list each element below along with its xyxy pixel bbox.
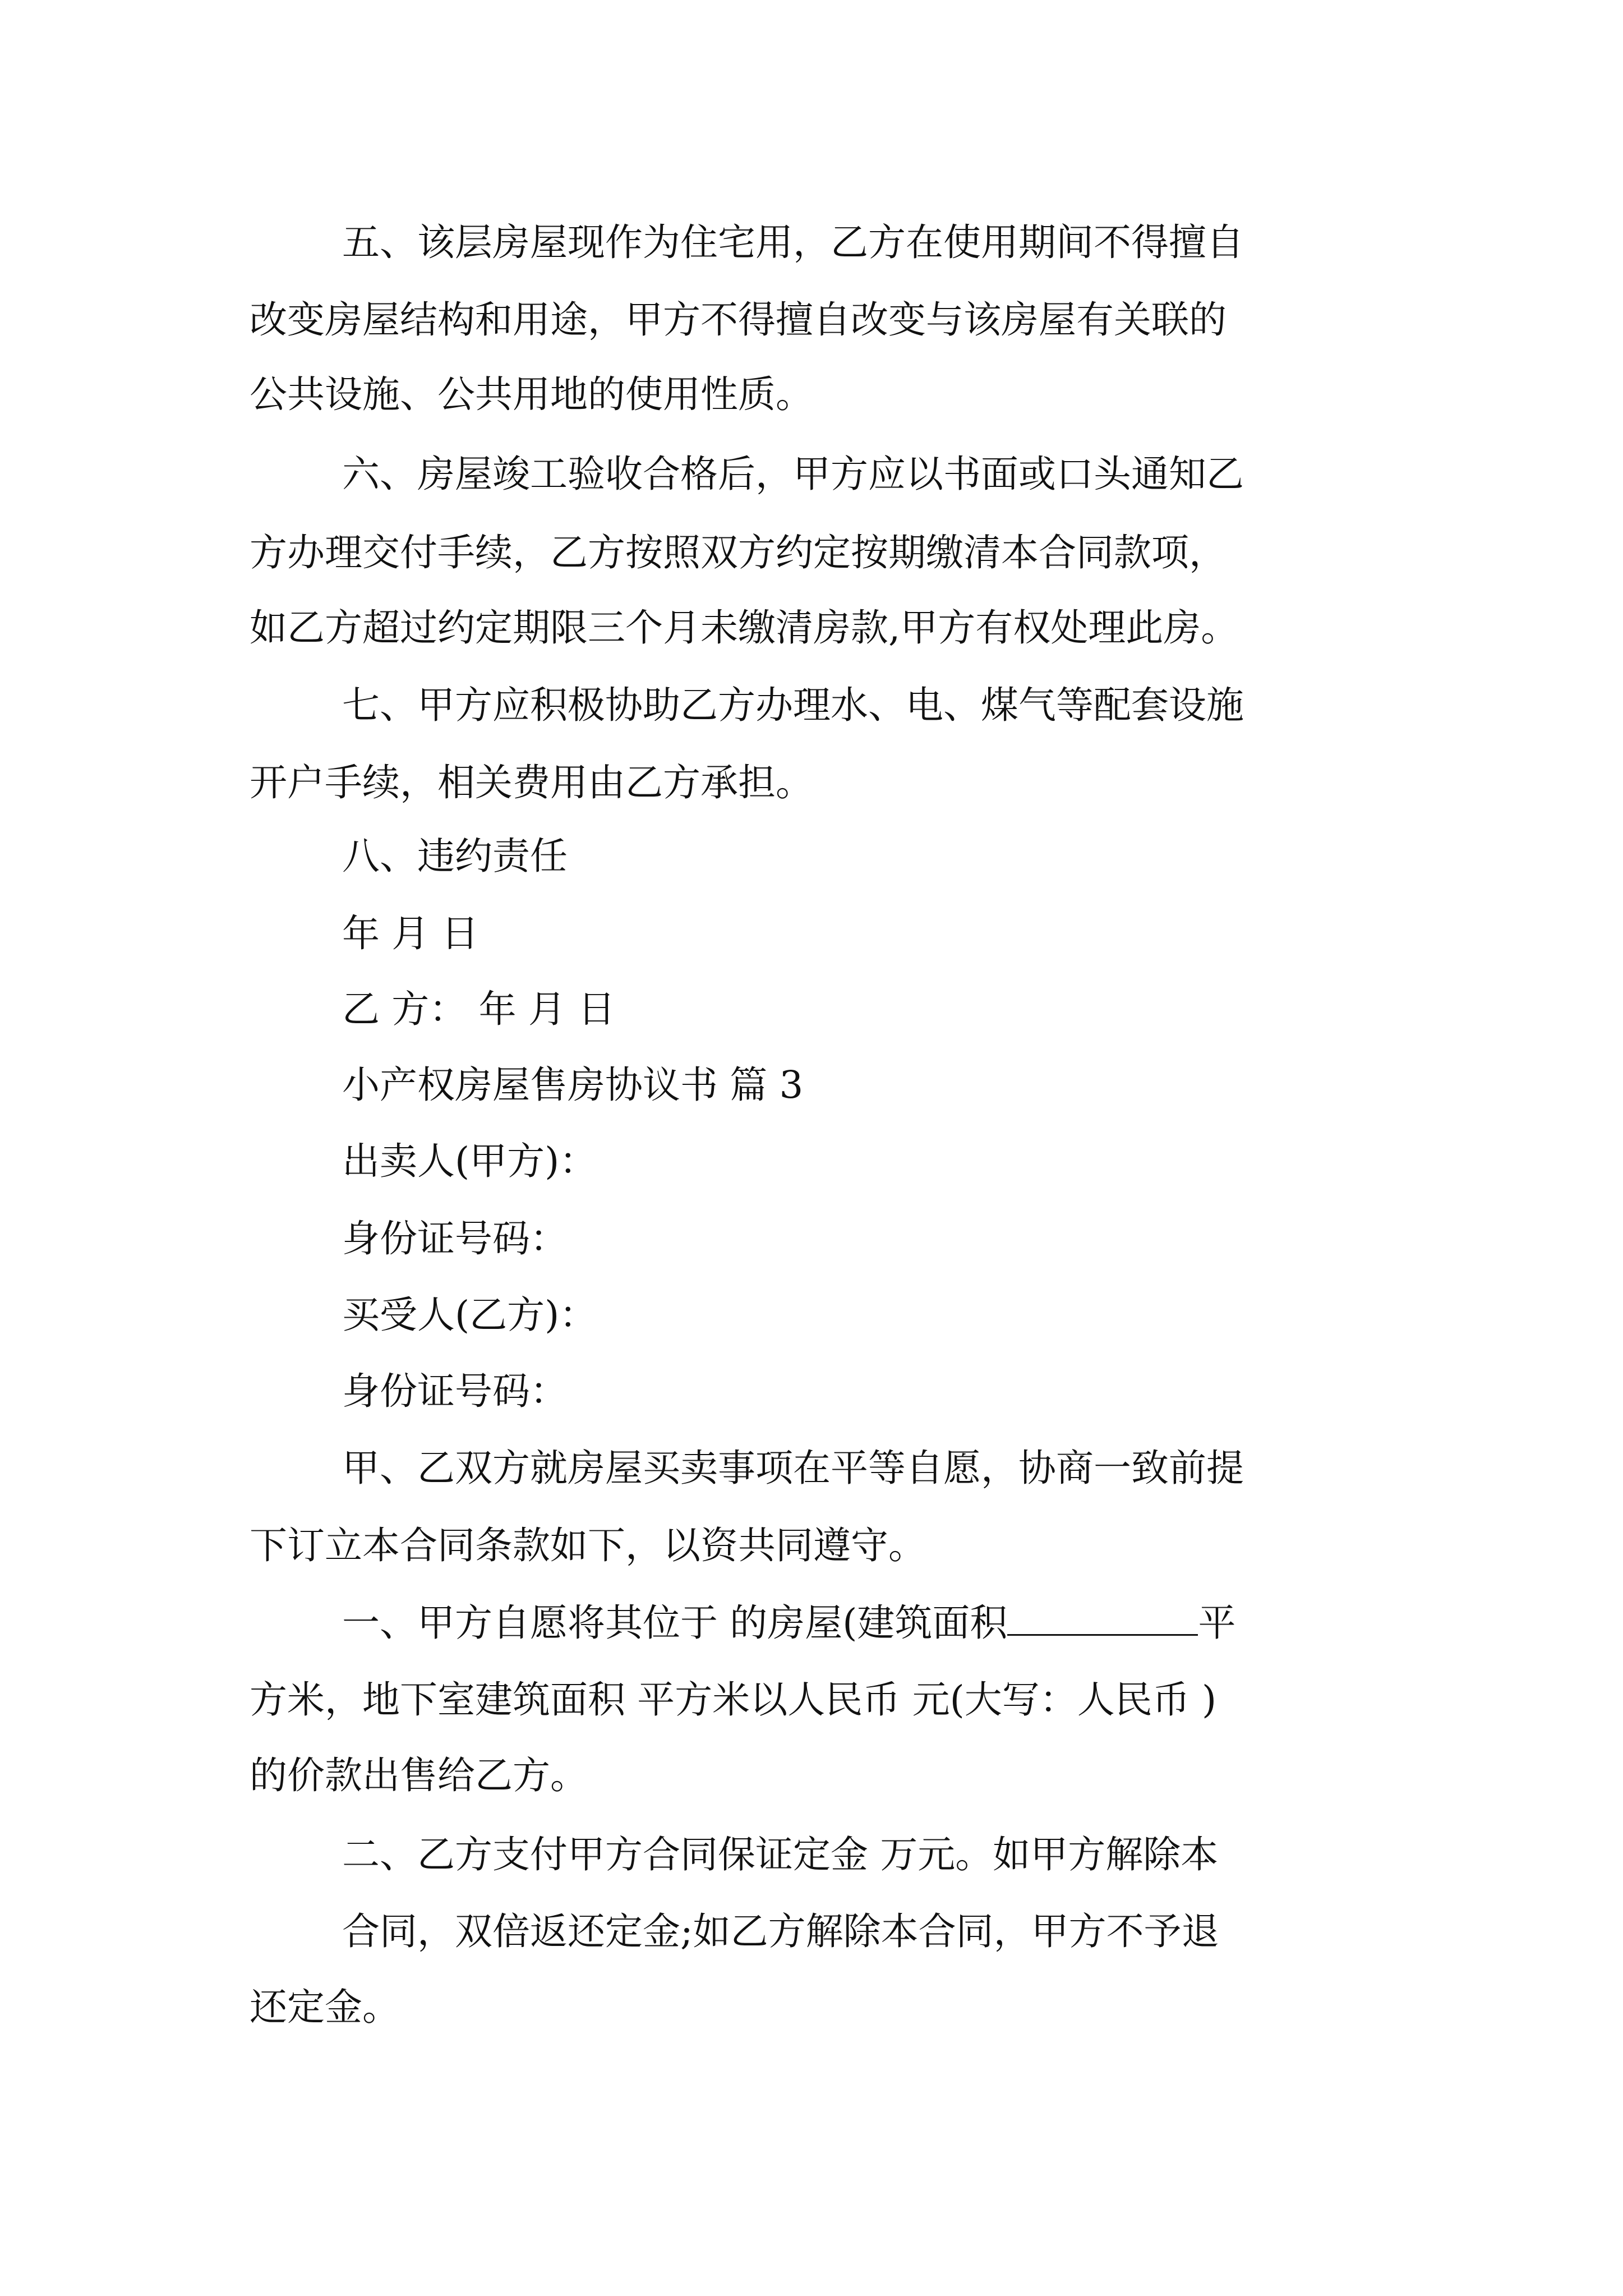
buyer-label: 买受人(乙方)： (342, 1293, 597, 1337)
seller-label: 出卖人(甲方)： (342, 1139, 597, 1183)
area-blank-field (1007, 1600, 1198, 1636)
preamble-line-2: 下订立本合同条款如下，以资共同遵守。 (250, 1524, 926, 1567)
clause-2-line-2: 合同，双倍返还定金;如乙方解除本合同，甲方不予退 (342, 1910, 1219, 1953)
section-8-heading: 八、违约责任 (342, 834, 568, 878)
paragraph-5-line-2: 改变房屋结构和用途，甲方不得擅自改变与该房屋有关联的 (250, 298, 1227, 342)
paragraph-6-line-3: 如乙方超过约定期限三个月未缴清房款,甲方有权处理此房。 (250, 606, 1239, 650)
party-b-signature-line: 乙 方： 年 月 日 (342, 987, 616, 1031)
clause-2-line-1: 二、乙方支付甲方合同保证定金 万元。如甲方解除本 (342, 1833, 1219, 1876)
paragraph-6-line-2: 方办理交付手续，乙方按照双方约定按期缴清本合同款项， (250, 531, 1227, 574)
date-line: 年 月 日 (342, 912, 479, 955)
paragraph-7-line-1: 七、甲方应积极协助乙方办理水、电、煤气等配套设施 (342, 683, 1244, 727)
clause-1-text: 一、甲方自愿将其位于 的房屋(建筑面积 (342, 1601, 1008, 1645)
paragraph-6-line-1: 六、房屋竣工验收合格后，甲方应以书面或口头通知乙 (342, 452, 1244, 496)
buyer-id-label: 身份证号码： (342, 1369, 568, 1413)
clause-1-line-1 (342, 1595, 1235, 1651)
paragraph-5-line-3: 公共设施、公共用地的使用性质。 (250, 372, 813, 416)
clause-1-line-3: 的价款出售给乙方。 (250, 1754, 588, 1797)
clause-2-line-3: 还定金。 (250, 1985, 400, 2029)
clause-1-line-2: 方米，地下室建筑面积 平方米以人民币 元(大写：人民币 ) (250, 1678, 1217, 1722)
clause-1-unit: 平 (1198, 1601, 1236, 1645)
preamble-line-1: 甲、乙双方就房屋买卖事项在平等自愿，协商一致前提 (342, 1446, 1244, 1490)
agreement-title: 小产权房屋售房协议书 篇 3 (342, 1063, 804, 1107)
paragraph-7-line-2: 开户手续，相关费用由乙方承担。 (250, 761, 813, 804)
paragraph-5-line-1: 五、该层房屋现作为住宅用，乙方在使用期间不得擅自 (342, 220, 1244, 264)
seller-id-label: 身份证号码： (342, 1217, 568, 1260)
